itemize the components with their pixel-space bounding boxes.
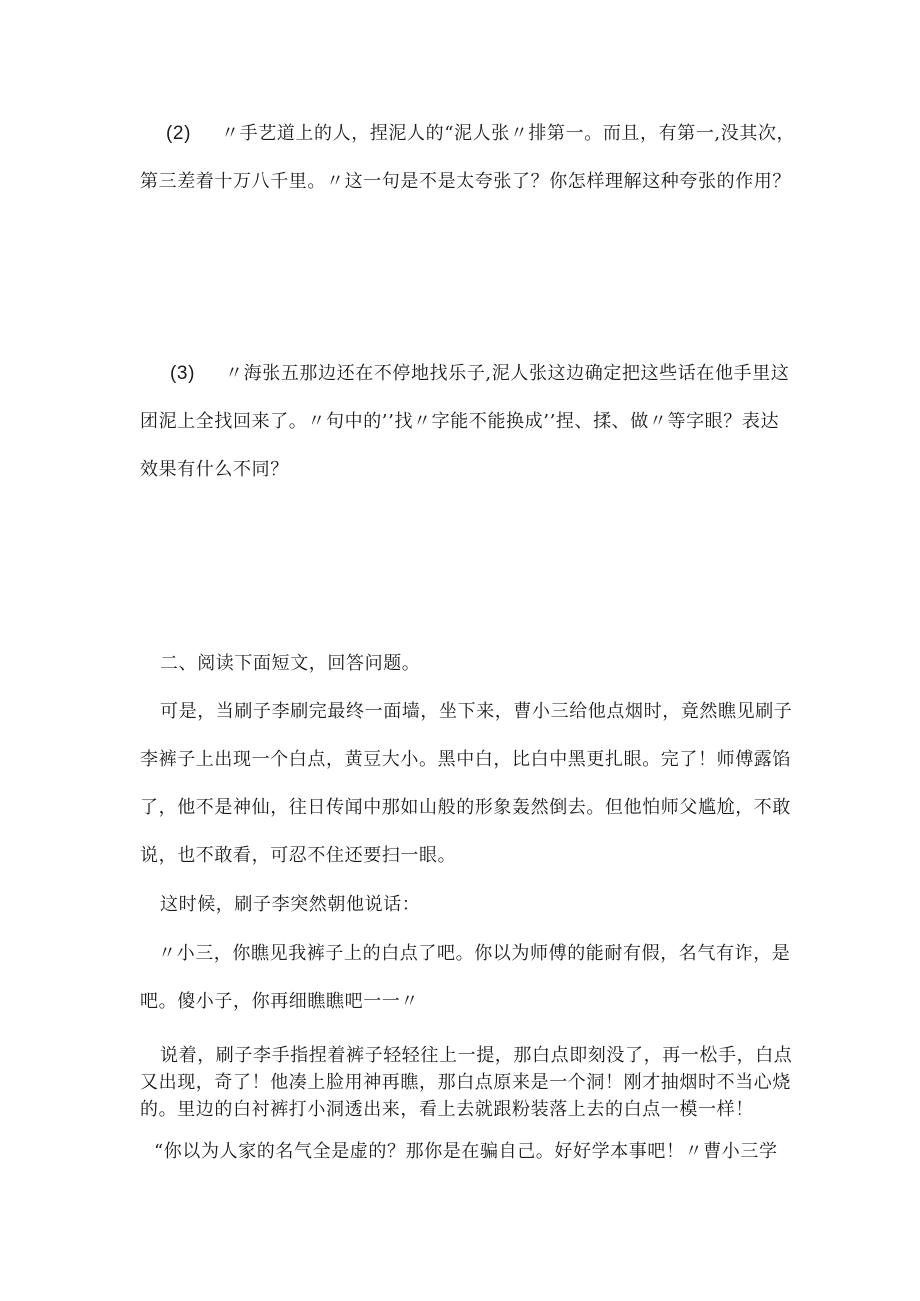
passage-p1-line-2: 李裤子上出现一个白点，黄豆大小。黑中白，比白中黑更扎眼。完了！师傅露馅 [140, 749, 791, 770]
question-2-line-1 [166, 122, 795, 146]
passage-p1-line-1: 可是，当刷子李刷完最终一面墙，坐下来，曹小三给他点烟时，竟然瞧见刷子 [160, 701, 793, 722]
question-3-text-1: 〃海张五那边还在不停地找乐子,泥人张这边确定把这些话在他手里这 [225, 363, 790, 384]
question-3-number: (3) [170, 363, 196, 384]
passage-p3-line-2: 吧。傻小子，你再细瞧瞧吧一一〃 [140, 991, 419, 1012]
passage-p4-line-1: 说着，刷子李手指捏着裤子轻轻往上一提，那白点即刻没了，再一松手，白点 [160, 1045, 793, 1066]
question-2-number: (2) [166, 123, 192, 144]
passage-p4-line-3: 的。里边的白衬裤打小洞透出来，看上去就跟粉装落上去的白点一模一样！ [140, 1099, 754, 1120]
passage-p1-line-3: 了，他不是神仙，往日传闻中那如山般的形象轰然倒去。但他怕师父尴尬，不敢 [140, 797, 791, 818]
question-3-line-3: 效果有什么不同？ [140, 459, 289, 480]
question-2-line-2: 第三差着十万八千里。〃这一句是不是太夸张了？你怎样理解这种夸张的作用？ [140, 171, 791, 192]
passage-p2: 这时候，刷子李突然朝他说话： [160, 894, 421, 915]
question-2-text-1: 〃手艺道上的人，捏泥人的“泥人张〃排第一。而且，有第一,没其次， [221, 123, 796, 144]
passage-p5: “你以为人家的名气全是虚的？那你是在骗自己。好好学本事吧！〃曹小三学 [154, 1141, 778, 1162]
question-3-line-2: 团泥上全找回来了。〃句中的’’找〃字能不能换成’’捏、揉、做〃等字眼？表达 [140, 411, 780, 432]
passage-p3-line-1: 〃小三，你瞧见我裤子上的白点了吧。你以为师傅的能耐有假，名气有诈，是 [158, 943, 791, 964]
question-3-line-1 [170, 362, 789, 386]
passage-p1-line-4: 说，也不敢看，可忍不住还要扫一眼。 [140, 845, 457, 866]
section-2-heading: 二、阅读下面短文，回答问题。 [160, 653, 421, 674]
passage-p4-line-2: 又出现，奇了！他凑上脸用神再瞧，那白点原来是一个洞！刚才抽烟时不当心烧 [140, 1072, 791, 1093]
